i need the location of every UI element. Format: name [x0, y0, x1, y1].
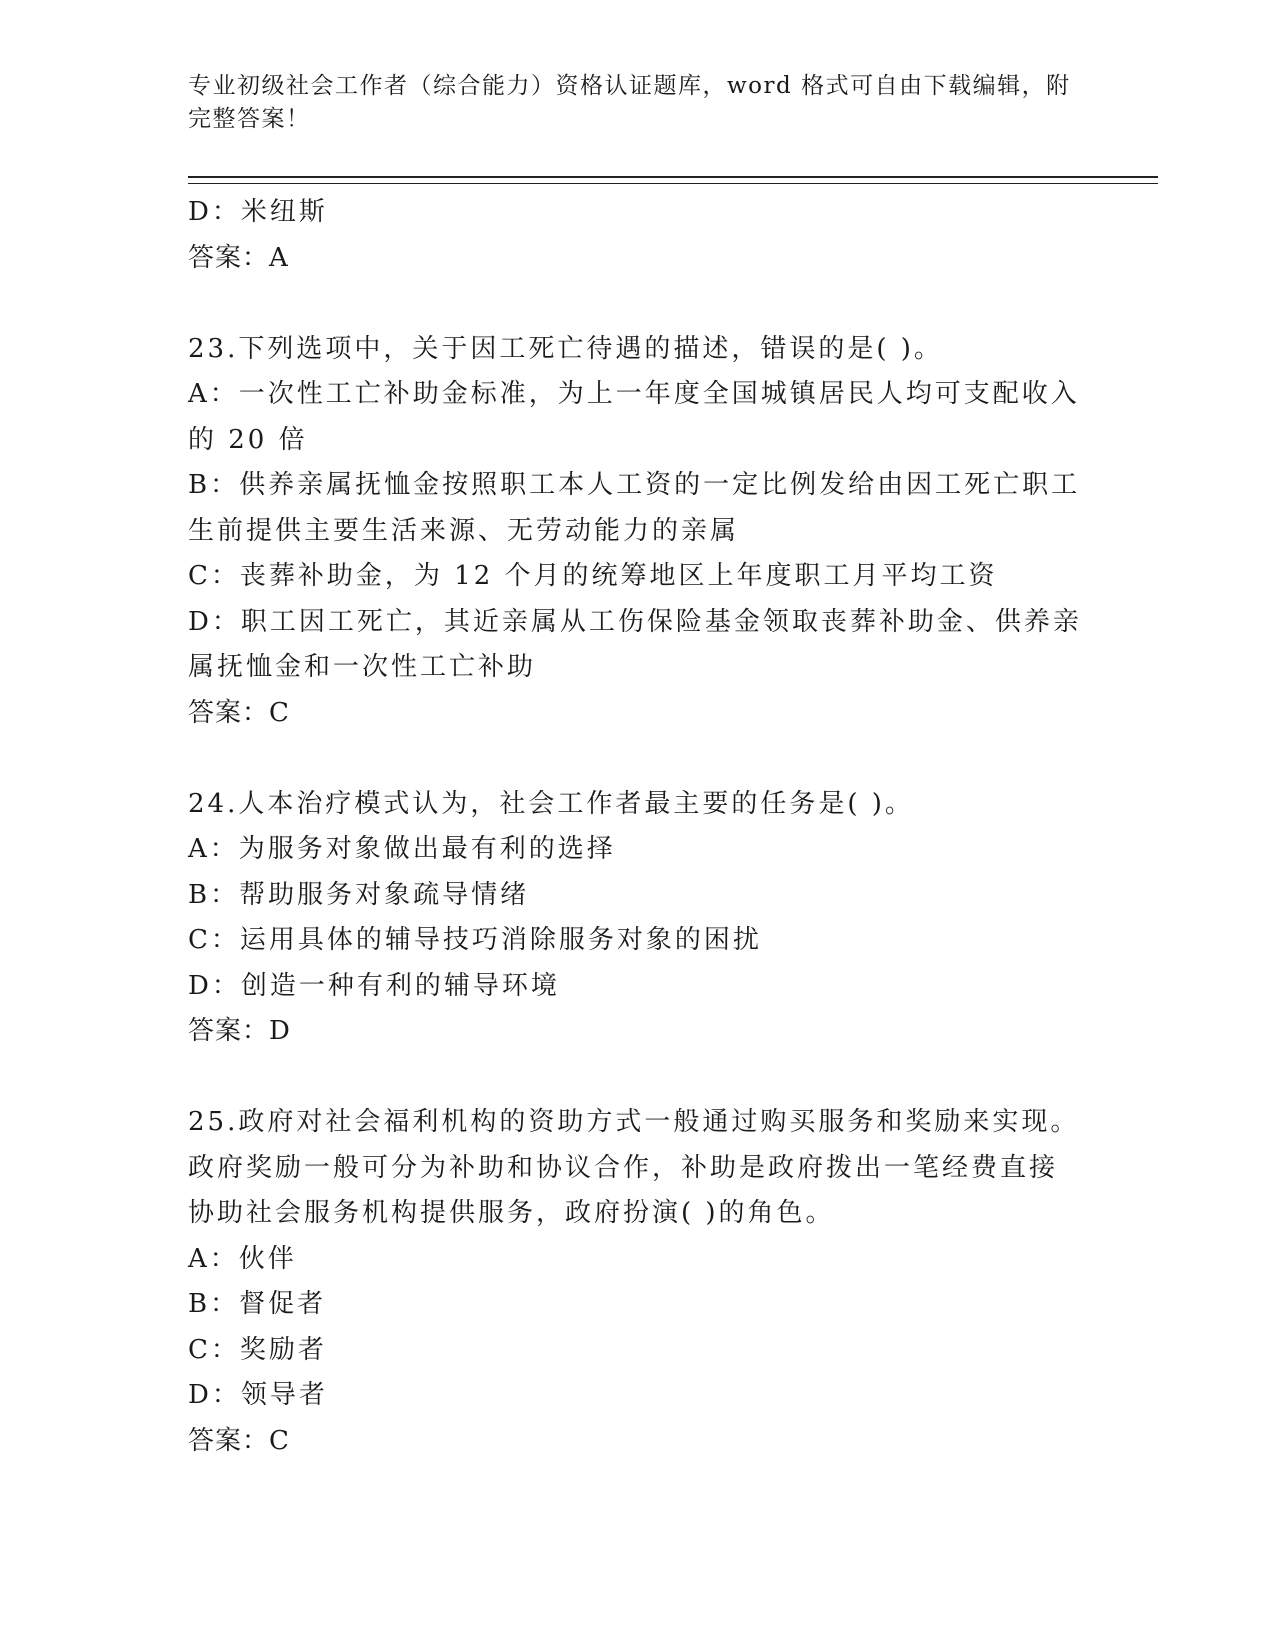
page-header — [188, 70, 1071, 136]
option-b-line-1: B：供养亲属抚恤金按照职工本人工资的一定比例发给由因工死亡职工 — [188, 470, 1081, 500]
option-a-line-2: 的 20 倍 — [188, 424, 308, 455]
option-b: B：督促者 — [188, 1289, 327, 1319]
option-c: C：丧葬补助金，为 12 个月的统筹地区上年度职工月平均工资 — [188, 561, 998, 591]
option-b-line-2: 生前提供主要生活来源、无劳动能力的亲属 — [188, 515, 740, 546]
option-c: C：运用具体的辅导技巧消除服务对象的困扰 — [188, 925, 762, 955]
option-a: A：为服务对象做出最有利的选择 — [188, 834, 616, 864]
spacer — [188, 736, 1088, 782]
spacer — [188, 281, 1088, 327]
question-stem-line-1: 25.政府对社会福利机构的资助方式一般通过购买服务和奖励来实现。 — [188, 1107, 1080, 1137]
option-d-line-1: D：职工因工死亡，其近亲属从工伤保险基金领取丧葬补助金、供养亲 — [188, 606, 1082, 637]
document-body — [188, 190, 1088, 1464]
option-d: D：领导者 — [188, 1380, 328, 1410]
answer-line: 答案：A — [188, 242, 289, 273]
answer-line: 答案：D — [188, 1016, 291, 1046]
carryover-question — [188, 190, 1088, 281]
spacer — [188, 1055, 1088, 1101]
option-b: B：帮助服务对象疏导情绪 — [188, 879, 530, 910]
header-rule-thick — [188, 176, 1158, 178]
header-line-2: 完整答案！ — [188, 106, 311, 132]
answer-line: 答案：C — [188, 1425, 290, 1456]
option-a-line-1: A：一次性工亡补助金标准，为上一年度全国城镇居民人均可支配收入 — [188, 379, 1080, 409]
header-line-1: 专业初级社会工作者（综合能力）资格认证题库，word 格式可自由下载编辑，附 — [188, 73, 1071, 99]
question-25 — [188, 1100, 1088, 1464]
question-24 — [188, 782, 1088, 1055]
option-a: A：伙伴 — [188, 1243, 297, 1274]
option-c: C：奖励者 — [188, 1334, 327, 1365]
question-stem-line-3: 协助社会服务机构提供服务，政府扮演( )的角色。 — [188, 1198, 835, 1228]
option-d: D：创造一种有利的辅导环境 — [188, 970, 560, 1001]
option-d: D：米纽斯 — [188, 197, 328, 227]
option-d-line-2: 属抚恤金和一次性工亡补助 — [188, 652, 537, 682]
answer-line: 答案：C — [188, 697, 290, 728]
question-23 — [188, 327, 1088, 737]
question-stem: 24.人本治疗模式认为，社会工作者最主要的任务是( )。 — [188, 788, 914, 819]
header-rule-thin — [188, 183, 1158, 184]
question-stem: 23.下列选项中，关于因工死亡待遇的描述，错误的是( )。 — [188, 333, 943, 364]
question-stem-line-2: 政府奖励一般可分为补助和协议合作，补助是政府拨出一笔经费直接 — [188, 1152, 1059, 1183]
